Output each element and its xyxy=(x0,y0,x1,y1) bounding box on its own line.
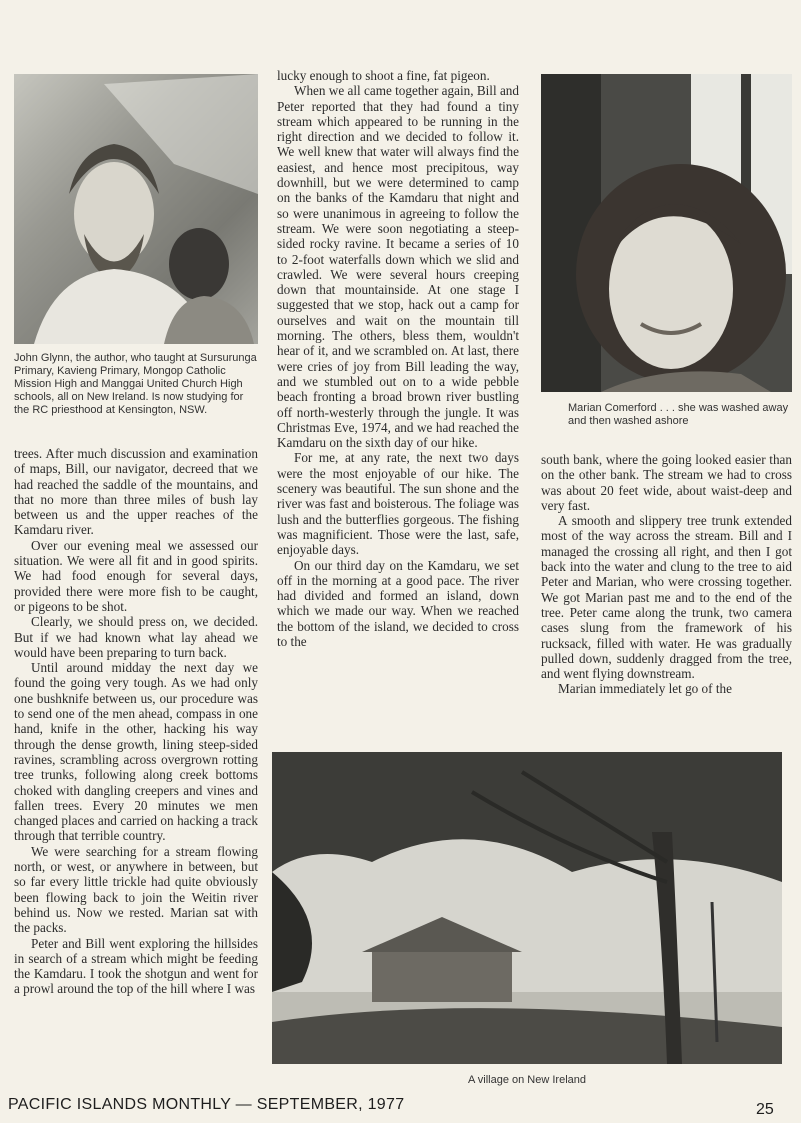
photo-village-new-ireland xyxy=(272,752,782,1064)
photo-marian-comerford-graphic xyxy=(541,74,792,392)
paragraph: lucky enough to shoot a fine, fat pigeon. xyxy=(277,68,490,83)
article-column-3 xyxy=(541,452,792,697)
paragraph: Peter and Bill went exploring the hillsides in search of a stream which might be feeding the Kamdaru. I took the shotgun and went for a prowl around the top of the hill where I was xyxy=(14,935,258,997)
photo-marian-comerford xyxy=(541,74,792,392)
paragraph: We were searching for a stream flowing north, or west, or anywhere in between, but so far every little trickle had quite obviously been flowing back to join the Weitin river behind us. Now we rested. Marian sat with the packs. xyxy=(14,843,258,936)
paragraph: On our third day on the Kamdaru, we set off in the morning at a good pace. The river had divided and formed an island, down which we made our way. When we reached the bottom of the island, we decided to cross to the xyxy=(277,557,519,649)
paragraph: trees. After much discussion and examination of maps, Bill, our navigator, decreed that we had reached the saddle of the mountains, and that no more than three miles of bush lay between us and the upper reaches of the Kamdaru river. xyxy=(14,446,258,538)
paragraph: south bank, where the going looked easier than on the other bank. The stream we had to cross was about 20 feet wide, about waist-deep and very fast. xyxy=(541,452,792,513)
publication-footer: PACIFIC ISLANDS MONTHLY — SEPTEMBER, 1977 xyxy=(8,1096,405,1113)
paragraph: Over our evening meal we assessed our situation. We were all fit and in good spirits. We had food enough for several days, provided there were more fish to be caught, or pigeons to be shot. xyxy=(14,537,258,614)
paragraph: For me, at any rate, the next two days were the most enjoyable of our hike. The scenery was beautiful. The sun shone and the river was fast and boisterous. The foliage was lush and the butterflies gorgeous. The fishing was magnificient. Those were the last, safe, enjoyable days. xyxy=(277,450,519,558)
paragraph: When we all came together again, Bill and Peter reported that they had found a tiny stream which appeared to be running in the right direction and we decided to follow it. We well knew that water will always find the easiest, and hence most precipitous, way downhill, but we were determined to camp on the banks of the Kamdaru that night and so were unanimous in agreeing to follow the stream. We were soon negotiating a steep-sided rocky ravine. It became a series of 10 to 2-foot waterfalls down which we slid and crawled. We were several hours creeping down that mountainside. At one stage I suggested that we stop, hack out a camp for ourselves and wait on the mountain till morning. The others, bless them, wouldn't hear of it, and we scrambled on. At last, there were cries of joy from Bill leading the way, and we stumbled out on to a wide pebble beach fronting a broad brown river bustling off north-westerly through the jungle. It was Christmas Eve, 1974, and we had reached the Kamdaru on the sixth day of our hike. xyxy=(277,83,519,451)
photo-caption-village: A village on New Ireland xyxy=(467,1074,586,1086)
paragraph: Marian immediately let go of the xyxy=(558,681,732,697)
article-column-1 xyxy=(14,446,258,997)
photo-caption-marian-comerford: Marian Comerford . . . she was washed away and then washed ashore xyxy=(568,402,789,427)
article-column-2 xyxy=(277,68,519,649)
photo-village-graphic xyxy=(272,752,782,1064)
photo-john-glynn xyxy=(14,74,258,344)
page-number: 25 xyxy=(756,1101,774,1118)
photo-caption-john-glynn: John Glynn, the author, who taught at Sursurunga Primary, Kavieng Primary, Mongop Catholic Mission High and Manggai United Church High schools, all on New Ireland. Is now studying for the RC priesthood at Kensington, NSW. xyxy=(14,352,257,416)
paragraph: Clearly, we should press on, we decided. But if we had known what lay ahead we would have been preparing to turn back. xyxy=(14,614,258,660)
paragraph: Until around midday the next day we found the going very tough. As we had only one bushknife between us, our procedure was to send one of the men ahead, compass in one hand, knife in the other, hacking his way through the dense growth, lining steep-sided ravines, scrambling across overgrown rotting tree trunks, following along creek bottoms choked with dangling creepers and vines and fallen trees. Every 20 minutes we men changed places and carried on hacking a track through that terrible country. xyxy=(14,660,258,844)
paragraph: A smooth and slippery tree trunk extended most of the way across the stream. Bill and I managed the crossing all right, and then I got back into the water and clung to the tree to aid Peter and Marian, who were crossing together. We got Marian past me and to the end of the tree. Peter came along the trunk, two camera cases slung from the framework of his rucksack, filled with water. He was gradually pulled down, suddenly dragged from the tree, and went flying downstream. xyxy=(541,513,792,682)
photo-john-glynn-graphic xyxy=(14,74,258,344)
